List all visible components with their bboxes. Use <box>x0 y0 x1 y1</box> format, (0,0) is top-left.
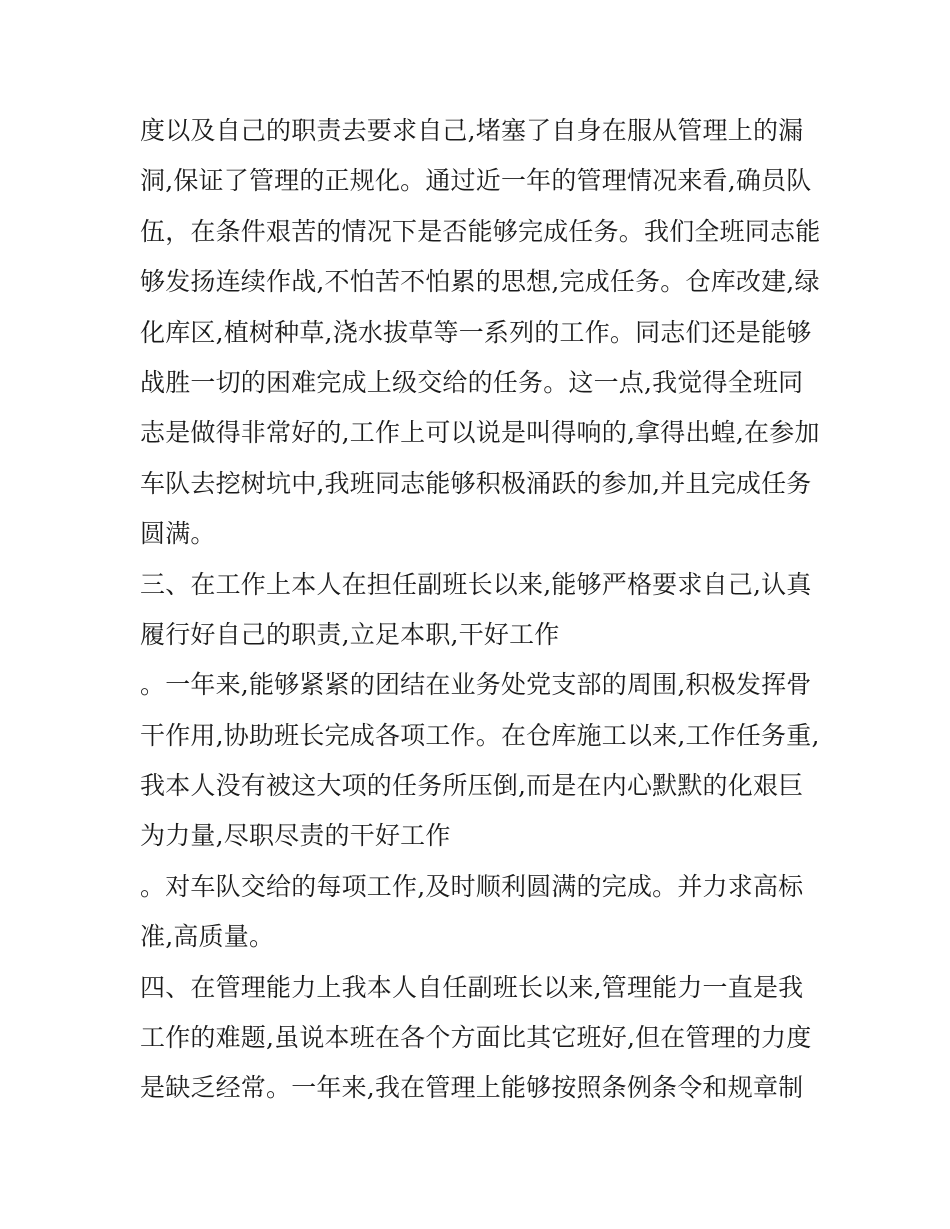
text-line: 车队去挖树坑中,我班同志能够积极涌跃的参加,并且完成任务 <box>140 468 812 498</box>
text-line: 我本人没有被这大项的任务所压倒,而是在内心默默的化艰巨 <box>140 771 804 801</box>
text-line: 战胜一切的困难完成上级交给的任务。这一点,我觉得全班同 <box>140 367 804 397</box>
text-line: 志是做得非常好的,工作上可以说是叫得响的,拿得出蝗,在参加 <box>140 418 820 448</box>
text-line: 化库区,植树种草,浇水拔草等一系列的工作。同志们还是能够 <box>140 317 812 347</box>
section-heading-3: 三、在工作上本人在担任副班长以来,能够严格要求自己,认真 <box>140 569 812 599</box>
text-line: 准,高质量。 <box>140 922 275 952</box>
text-line: 够发扬连续作战,不怕苦不怕累的思想,完成任务。仓库改建,绿 <box>140 267 820 297</box>
section-heading-4: 四、在管理能力上我本人自任副班长以来,管理能力一直是我 <box>140 972 804 1002</box>
text-line: 。对车队交给的每项工作,及时顺利圆满的完成。并力求高标 <box>140 871 804 901</box>
document-body <box>140 106 820 1114</box>
text-line: 度以及自己的职责去要求自己,堵塞了自身在服从管理上的漏 <box>140 116 804 145</box>
text-line: 为力量,尽职尽责的干好工作 <box>140 821 451 851</box>
text-line: 伍，在条件艰苦的情况下是否能够完成任务。我们全班同志能 <box>140 216 821 246</box>
text-line: 是缺乏经常。一年来,我在管理上能够按照条例条令和规章制 <box>140 1073 804 1103</box>
text-line: 圆满。 <box>140 519 216 549</box>
text-line: 干作用,协助班长完成各项工作。在仓库施工以来,工作任务重, <box>140 720 820 750</box>
text-line: 履行好自己的职责,立足本职,干好工作 <box>140 619 560 649</box>
text-line: 工作的难题,虽说本班在各个方面比其它班好,但在管理的力度 <box>140 1023 812 1053</box>
text-line: 。一年来,能够紧紧的团结在业务处党支部的周围,积极发挥骨 <box>140 670 812 700</box>
text-line: 洞,保证了管理的正规化。通过近一年的管理情况来看,确员队 <box>140 166 812 196</box>
